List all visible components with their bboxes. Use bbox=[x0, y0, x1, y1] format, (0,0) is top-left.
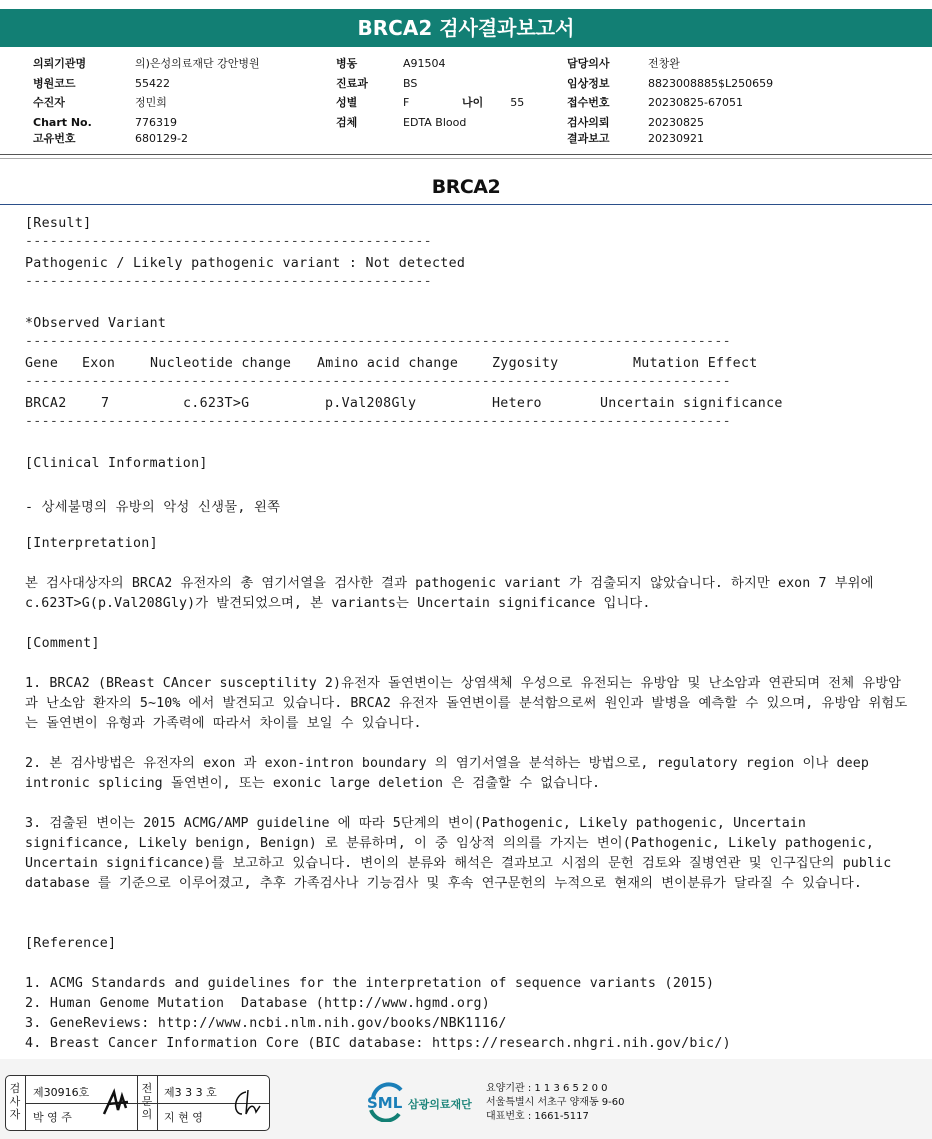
label-requesting-org: 의뢰기관명 bbox=[33, 57, 87, 70]
header-divider-2 bbox=[0, 158, 932, 159]
reference-heading: [Reference] bbox=[25, 936, 117, 951]
col-nucleotide: Nucleotide change bbox=[150, 356, 292, 371]
comment-item-2: 2. 본 검사방법은 유전자의 exon 과 exon-intron boundary 의 염기서열을 분석하는 방법으로, regulatory region 이나 deep intronic splicing 돌연변이, 또는 exonic large deletion 은 검출할 수 없습니다. bbox=[25, 756, 869, 791]
comment-heading: [Comment] bbox=[25, 636, 100, 651]
value-unique-no: 680129-2 bbox=[135, 132, 188, 145]
observed-heading: *Observed Variant bbox=[25, 316, 167, 331]
cell-zygosity: Hetero bbox=[492, 396, 542, 411]
sig2-license-no: 제3 3 3 호 bbox=[164, 1086, 217, 1099]
info-col-2-values bbox=[403, 54, 466, 132]
col-amino-acid: Amino acid change bbox=[317, 356, 459, 371]
value-doctor: 전창완 bbox=[648, 57, 680, 70]
title-underline bbox=[0, 204, 932, 205]
label-specimen: 검체 bbox=[336, 115, 358, 129]
org-address bbox=[486, 1082, 625, 1124]
address-line-3: 대표번호 : 1661-5117 bbox=[486, 1111, 589, 1122]
value-patient: 정민희 bbox=[135, 96, 167, 109]
info-col-1-values bbox=[135, 54, 260, 149]
value-clinical-info: 8823008885$L250659 bbox=[648, 76, 774, 90]
value-hospital-code: 55422 bbox=[135, 76, 170, 90]
label-hospital-code: 병원코드 bbox=[33, 76, 76, 90]
sig1-license-no: 제30916호 bbox=[33, 1086, 90, 1099]
result-summary: Pathogenic / Likely pathogenic variant : Not detected bbox=[25, 256, 466, 271]
observed-dash-2: ------------------------------------------------------------------------------------- bbox=[25, 374, 731, 389]
clinical-heading: [Clinical Information] bbox=[25, 456, 208, 471]
comment-item-3: 3. 검출된 변이는 2015 ACMG/AMP guideline 에 따라 5단계의 변이(Pathogenic, Likely pathogenic, Uncertain significance, Likely benign, Benign) 로 분류하며, 이 중 임상적 의의를 가지는 변이(Pathogenic, Likely pathogenic, Uncertain significance)를 보고하고 있습니다. 변이의 분류와 해석은 결과보고 시점의 문헌 검토와 질병연관 및 인구집단의 public database 를 기준으로 이루어졌고, 추후 가족검사나 기능검사 및 후속 연구문헌의 누적으로 현재의 변이분류가 달라질 수 있습니다. bbox=[25, 816, 892, 891]
cell-exon: 7 bbox=[101, 396, 110, 411]
value-result-report: 20230921 bbox=[648, 132, 704, 145]
logo-text: SML bbox=[367, 1094, 403, 1112]
section-title: BRCA2 bbox=[431, 176, 501, 198]
label-department: 진료과 bbox=[336, 76, 368, 90]
col-zygosity: Zygosity bbox=[492, 356, 559, 371]
cell-amino-acid: p.Val208Gly bbox=[325, 396, 417, 411]
signature-box bbox=[5, 1075, 270, 1131]
value-sex: F bbox=[403, 96, 410, 109]
info-col-3-values bbox=[648, 54, 773, 149]
reference-item-2: 2. Human Genome Mutation Database (http://www.hgmd.org) bbox=[25, 996, 491, 1011]
report-title: BRCA2 검사결과보고서 bbox=[357, 16, 575, 40]
header-divider bbox=[0, 154, 932, 155]
result-dash-bottom: ------------------------------------------------- bbox=[25, 274, 432, 289]
cell-nucleotide: c.623T>G bbox=[183, 396, 250, 411]
cell-gene: BRCA2 bbox=[25, 396, 67, 411]
value-specimen: EDTA Blood bbox=[403, 115, 467, 129]
info-age bbox=[462, 93, 524, 113]
label-unique-no: 고유번호 bbox=[33, 132, 76, 145]
reference-item-4: 4. Breast Cancer Information Core (BIC database: https://research.nhgri.nih.gov/bic/) bbox=[25, 1036, 731, 1051]
info-col-3 bbox=[567, 54, 610, 149]
org-name: 삼광의료재단 bbox=[408, 1098, 472, 1111]
clinical-text: - 상세불명의 유방의 악성 신생물, 왼쪽 bbox=[25, 500, 281, 515]
label-ward: 병동 bbox=[336, 57, 358, 70]
sig1-vertical-label: 검 사 자 bbox=[9, 1082, 21, 1121]
sig2-name: 지 현 영 bbox=[164, 1111, 203, 1124]
value-requesting-org: 의)은성의료재단 강안병원 bbox=[135, 57, 260, 70]
address-line-1: 요양기관 : 1 1 3 6 5 2 0 0 bbox=[486, 1083, 608, 1094]
sig1-name: 박 영 주 bbox=[33, 1111, 72, 1124]
label-chart-no: Chart No. bbox=[33, 115, 92, 129]
sig1-signature bbox=[100, 1086, 132, 1122]
org-logo bbox=[365, 1080, 485, 1126]
label-test-request: 검사의뢰 bbox=[567, 115, 610, 129]
label-doctor: 담당의사 bbox=[567, 57, 610, 70]
reference-item-3: 3. GeneReviews: http://www.ncbi.nlm.nih.gov/books/NBK1116/ bbox=[25, 1016, 507, 1031]
col-gene: Gene bbox=[25, 356, 59, 371]
col-mutation-effect: Mutation Effect bbox=[633, 356, 758, 371]
interpretation-text: 본 검사대상자의 BRCA2 유전자의 총 염기서열을 검사한 결과 pathogenic variant 가 검출되지 않았습니다. 하지만 exon 7 부위에 c.623T>G(p.Val208Gly)가 발견되었으며, 본 variants는 Uncertain significance 입니다. bbox=[25, 576, 874, 611]
value-chart-no: 776319 bbox=[135, 115, 177, 129]
label-age: 나이 bbox=[462, 96, 484, 109]
value-receipt-no: 20230825-67051 bbox=[648, 96, 743, 109]
col-exon: Exon bbox=[82, 356, 116, 371]
sig2-signature bbox=[228, 1086, 264, 1122]
result-dash-top: ------------------------------------------------- bbox=[25, 234, 432, 249]
observed-dash-1: ------------------------------------------------------------------------------------- bbox=[25, 334, 731, 349]
sig2-vertical-label: 전 문 의 bbox=[141, 1082, 153, 1121]
reference-item-1: 1. ACMG Standards and guidelines for the interpretation of sequence variants (2015) bbox=[25, 976, 715, 991]
value-age: 55 bbox=[510, 96, 525, 109]
report-title-bar bbox=[0, 9, 932, 47]
label-sex: 성별 bbox=[336, 96, 358, 109]
info-col-1 bbox=[33, 54, 92, 149]
address-line-2: 서울특별시 서초구 양재동 9-60 bbox=[486, 1097, 625, 1108]
comment-item-1: 1. BRCA2 (BReast CAncer susceptility 2)유전자 돌연변이는 상염색체 우성으로 유전되는 유방암 및 난소암과 연관되며 전체 유방암과 난소암 환자의 5~10% 에서 발견되고 있습니다. BRCA2 유전자 돌연변이를 분석함으로써 원인과 발병을 예측할 수 있으며, 유방암 위험도는 돌연변이 유형과 가족력에 따라서 차이를 보일 수 있습니다. bbox=[25, 676, 908, 731]
value-ward: A91504 bbox=[403, 57, 446, 70]
label-clinical-info: 임상정보 bbox=[567, 76, 610, 90]
label-receipt-no: 접수번호 bbox=[567, 96, 610, 109]
result-heading: [Result] bbox=[25, 216, 92, 231]
cell-mutation-effect: Uncertain significance bbox=[600, 396, 783, 411]
label-patient: 수진자 bbox=[33, 96, 65, 109]
label-result-report: 결과보고 bbox=[567, 132, 610, 145]
interpretation-heading: [Interpretation] bbox=[25, 536, 158, 551]
observed-dash-3: ------------------------------------------------------------------------------------- bbox=[25, 414, 731, 429]
value-department: BS bbox=[403, 76, 418, 90]
info-col-2 bbox=[336, 54, 368, 132]
value-test-request: 20230825 bbox=[648, 115, 704, 129]
